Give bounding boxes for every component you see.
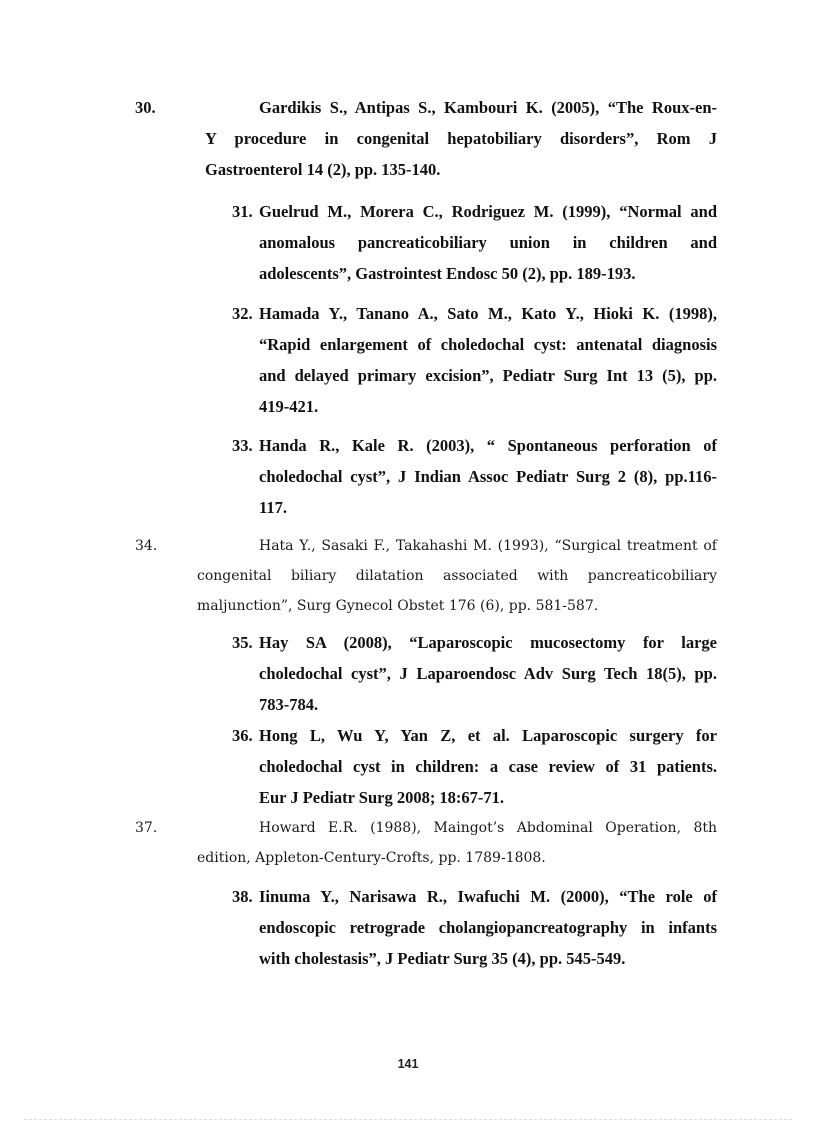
reference-line: edition, Appleton-Century-Crofts, pp. 1789-1808. [197, 850, 546, 866]
reference-number: 34. [135, 538, 158, 554]
reference-number: 33. [232, 436, 253, 455]
reference-number: 32. [232, 304, 253, 323]
reference-35 [0, 627, 816, 722]
reference-line: Iinuma Y., Narisawa R., Iwafuchi M. (2000), “The role of [259, 887, 717, 906]
reference-34 [0, 531, 816, 621]
reference-number: 36. [232, 726, 253, 745]
reference-line: Gastroenterol 14 (2), pp. 135-140. [205, 160, 441, 179]
reference-line: Hong L, Wu Y, Yan Z, et al. Laparoscopic surgery for [259, 726, 717, 745]
reference-number: 38. [232, 887, 253, 906]
reference-line: Y procedure in congenital hepatobiliary disorders”, Rom J [205, 129, 717, 148]
reference-number: 35. [232, 633, 253, 652]
reference-line: Eur J Pediatr Surg 2008; 18:67-71. [259, 788, 505, 807]
footer-divider [24, 1119, 792, 1120]
reference-number: 31. [232, 202, 253, 221]
reference-line: Gardikis S., Antipas S., Kambouri K. (2005), “The Roux-en- [259, 98, 717, 117]
reference-line: Hata Y., Sasaki F., Takahashi M. (1993), “Surgical treatment of [259, 538, 717, 554]
reference-line: Handa R., Kale R. (2003), “ Spontaneous perforation of [259, 436, 717, 455]
reference-line: congenital biliary dilatation associated with pancreaticobiliary [197, 568, 717, 584]
reference-37 [0, 813, 816, 873]
reference-line: maljunction”, Surg Gynecol Obstet 176 (6), pp. 581-587. [197, 598, 599, 614]
page-number: 141 [397, 1057, 419, 1071]
reference-line: adolescents”, Gastrointest Endosc 50 (2), pp. 189-193. [259, 264, 636, 283]
reference-33 [0, 430, 816, 525]
reference-30 [0, 92, 816, 187]
reference-line: and delayed primary excision”, Pediatr Surg Int 13 (5), pp. [259, 366, 717, 385]
reference-line: with cholestasis”, J Pediatr Surg 35 (4), pp. 545-549. [259, 949, 626, 968]
reference-line: Hamada Y., Tanano A., Sato M., Kato Y., Hioki K. (1998), [259, 304, 717, 323]
reference-line: Howard E.R. (1988), Maingot’s Abdominal Operation, 8th [259, 820, 717, 836]
reference-31 [0, 196, 816, 291]
reference-line: anomalous pancreaticobiliary union in children and [259, 233, 717, 252]
reference-line: 783-784. [259, 695, 319, 714]
reference-line: endoscopic retrograde cholangiopancreatography in infants [259, 918, 717, 937]
reference-line: 419-421. [259, 397, 319, 416]
reference-number: 37. [135, 820, 158, 836]
reference-38 [0, 881, 816, 976]
reference-line: Guelrud M., Morera C., Rodriguez M. (1999), “Normal and [259, 202, 717, 221]
reference-line: choledochal cyst”, J Indian Assoc Pediatr Surg 2 (8), pp.116- [259, 467, 717, 486]
reference-line: “Rapid enlargement of choledochal cyst: antenatal diagnosis [259, 335, 717, 354]
reference-32 [0, 298, 816, 424]
reference-line: choledochal cyst”, J Laparoendosc Adv Surg Tech 18(5), pp. [259, 664, 717, 683]
reference-number: 30. [135, 98, 156, 117]
reference-line: 117. [259, 498, 287, 517]
reference-line: choledochal cyst in children: a case review of 31 patients. [259, 757, 717, 776]
reference-36 [0, 720, 816, 815]
reference-line: Hay SA (2008), “Laparoscopic mucosectomy for large [259, 633, 717, 652]
